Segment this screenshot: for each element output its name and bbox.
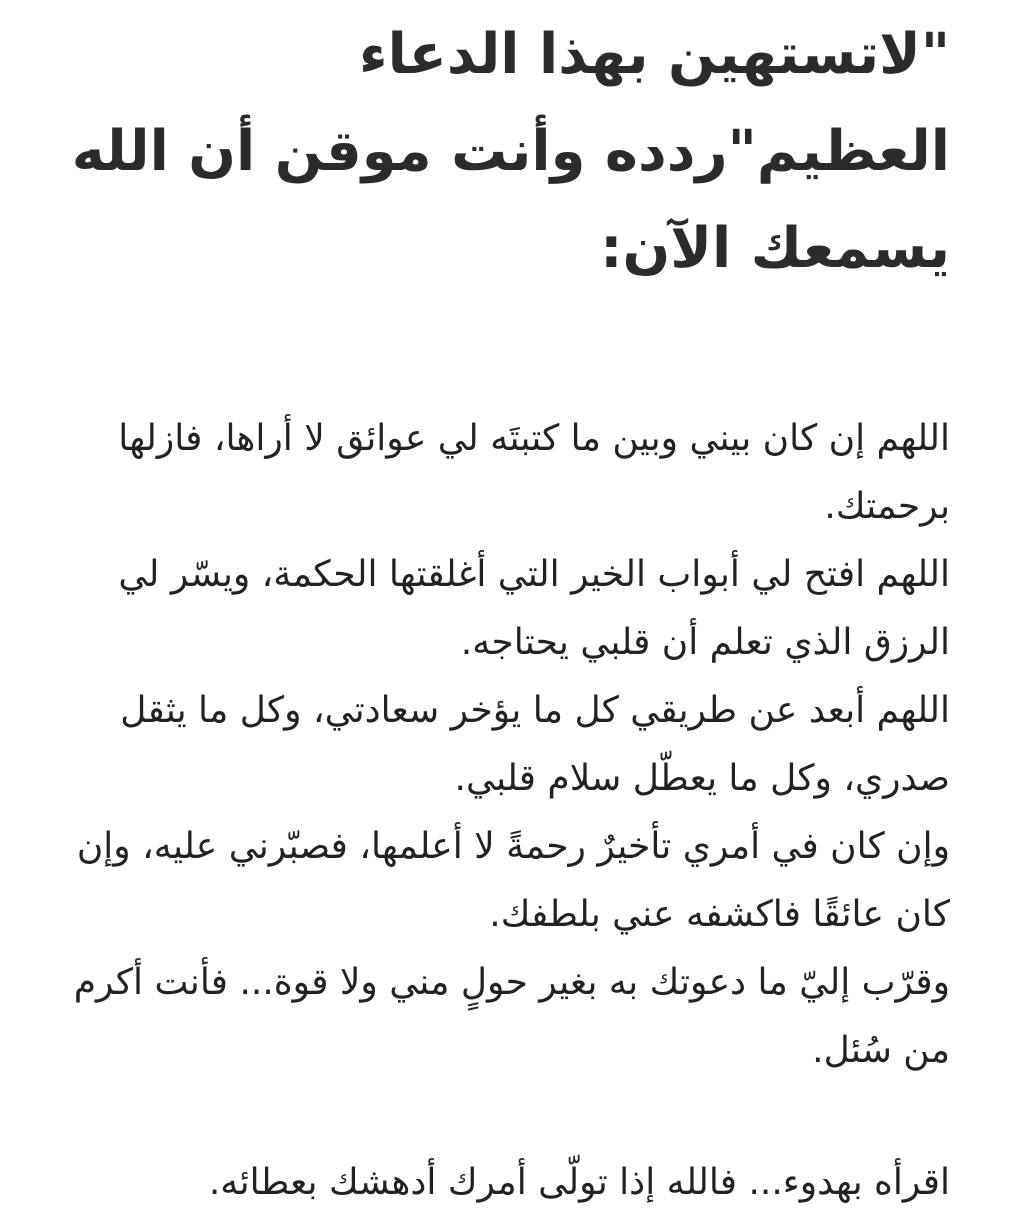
prayer-line: اللهم افتح لي أبواب الخير التي أغلقتها الحكمة، ويسّر لي [118,554,950,595]
title-line: يسمعك الآن: [600,216,950,281]
title-line: "لاتستهين بهذا الدعاء [359,22,950,87]
title-line: العظيم"ردده وأنت موقن أن الله [71,119,950,184]
prayer-line: من سُئل. [812,1030,950,1071]
prayer-line: اللهم أبعد عن طريقي كل ما يؤخر سعادتي، وكل ما يثقل [120,690,950,731]
prayer-line: الرزق الذي تعلم أن قلبي يحتاجه. [460,622,950,663]
closing-line: اقرأه بهدوء... فالله إذا تولّى أمرك أدهشك بعطائه. [208,1162,950,1203]
document-title [71,0,950,297]
prayer-line: وقرّب إليّ ما دعوتك به بغير حولٍ مني ولا قوة... فأنت أكرم [73,962,950,1003]
prayer-line: كان عائقًا فاكشفه عني بلطفك. [489,894,950,935]
prayer-line: اللهم إن كان بيني وبين ما كتبتَه لي عوائق لا أراها، فازلها [118,418,950,459]
prayer-line: صدري، وكل ما يعطّل سلام قلبي. [454,758,950,799]
prayer-text [73,405,950,1085]
prayer-line: وإن كان في أمري تأخيرٌ رحمةً لا أعلمها، فصبّرني عليه، وإن [76,826,950,867]
prayer-line: برحمتك. [824,486,950,527]
